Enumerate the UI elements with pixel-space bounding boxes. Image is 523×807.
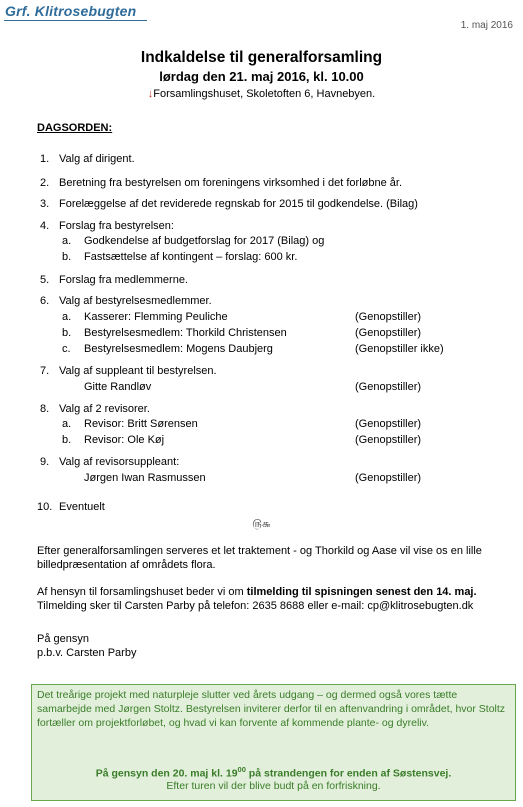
- subitem-text: Godkendelse af budgetforslag for 2017 (Bilag) og: [84, 235, 325, 247]
- nature-walk-text: Det treårige projekt med naturpleje slutter ved årets udgang – og dermed også vores tætte samarbejde med Jørgen Stoltz. Bestyrelsen inviterer derfor til en aftenvandring i området, hvor Stoltz fortæller om projektforløbet, og hvad vi kan forvente af kommende plante- og dyreliv.: [37, 689, 506, 730]
- registration-deadline: tilmelding til spisningen senest den 14. maj.: [246, 586, 477, 598]
- location-arrow-icon: ↓: [147, 88, 154, 100]
- item-text: Valg af dirigent.: [59, 153, 135, 165]
- item-number: 2.: [40, 177, 50, 189]
- item-text: Valg af 2 revisorer.: [59, 403, 150, 415]
- letter-date: 1. maj 2016: [460, 20, 513, 31]
- item-number: 3.: [40, 198, 50, 210]
- closing-greeting: [37, 632, 517, 660]
- agenda-heading: DAGSORDEN:: [37, 122, 113, 134]
- candidate-status: (Genopstiller ikke): [355, 343, 444, 355]
- signature: p.b.v. Carsten Parby: [37, 647, 137, 659]
- candidate-name: Gitte Randløv: [84, 381, 152, 393]
- nature-walk-meeting: [32, 763, 515, 781]
- subitem-text: Bestyrelsesmedlem: Mogens Daubjerg: [84, 343, 273, 355]
- ornament-divider: ௫௬: [252, 518, 271, 530]
- refreshment-note: Efter turen vil der blive budt på en forfriskning.: [166, 780, 381, 792]
- subitem-text: Kasserer: Flemming Peuliche: [84, 311, 228, 323]
- item-number: 5.: [40, 274, 50, 286]
- item-number: 10.: [37, 501, 53, 513]
- subitem-letter: a.: [62, 235, 72, 247]
- candidate-status: (Genopstiller): [355, 472, 422, 484]
- item-number: 1.: [40, 153, 50, 165]
- item-text: Forslag fra medlemmerne.: [59, 274, 188, 286]
- brand-underline: [4, 20, 147, 21]
- item-number: 9.: [40, 456, 50, 468]
- item-text: Valg af suppleant til bestyrelsen.: [59, 365, 217, 377]
- subitem-letter: a.: [62, 311, 72, 323]
- item-text: Forslag fra bestyrelsen:: [59, 220, 174, 232]
- subitem-text: Bestyrelsesmedlem: Thorkild Christensen: [84, 327, 287, 339]
- item-number: 8.: [40, 403, 50, 415]
- candidate-status: (Genopstiller): [355, 381, 422, 393]
- association-name: Grf. Klitrosebugten: [5, 3, 137, 19]
- subitem-letter: b.: [62, 251, 72, 263]
- subitem-text: Revisor: Britt Sørensen: [84, 418, 198, 430]
- subitem-letter: a.: [62, 418, 72, 430]
- meeting-time-minutes: 00: [237, 765, 246, 774]
- candidate-status: (Genopstiller): [355, 418, 422, 430]
- page-header: [4, 3, 517, 31]
- candidate-status: (Genopstiller): [355, 434, 422, 446]
- registration-paragraph: [37, 585, 517, 613]
- subitem-text: Fastsættelse af kontingent – forslag: 600 kr.: [84, 251, 298, 263]
- title-block: [0, 48, 523, 101]
- nature-walk-notice: [31, 684, 516, 801]
- document-title: Indkaldelse til generalforsamling: [140, 49, 383, 66]
- item-number: 7.: [40, 365, 50, 377]
- item-text: Beretning fra bestyrelsen om foreningens virksomhed i det forløbne år.: [59, 177, 403, 189]
- meeting-datetime: lørdag den 21. maj 2016, kl. 10.00: [159, 69, 364, 84]
- registration-intro: Af hensyn til forsamlingshuset beder vi om: [37, 586, 247, 598]
- meeting-place: på strandengen for enden af Søstensvej.: [245, 767, 452, 780]
- reception-paragraph: Efter generalforsamlingen serveres et let traktement - og Thorkild og Aase vil vise os en lille billedpræsentation af områdets flora.: [37, 545, 482, 571]
- location-text: Forsamlingshuset, Skoletoften 6, Havnebyen.: [153, 88, 376, 100]
- item-text: Valg af bestyrelsesmedlemmer.: [59, 295, 212, 307]
- subitem-letter: b.: [62, 434, 72, 446]
- item-number: 6.: [40, 295, 50, 307]
- subitem-letter: c.: [62, 343, 71, 355]
- candidate-name: Jørgen Iwan Rasmussen: [84, 472, 206, 484]
- meeting-time-prefix: På gensyn den 20. maj kl. 19: [95, 767, 238, 780]
- meeting-location: [0, 87, 523, 101]
- candidate-status: (Genopstiller): [355, 327, 422, 339]
- candidate-status: (Genopstiller): [355, 311, 422, 323]
- greeting-text: På gensyn: [37, 633, 89, 645]
- registration-contact: Tilmelding sker til Carsten Parby på telefon: 2635 8688 eller e-mail: cp@klitrosebugten.dk: [37, 600, 474, 612]
- item-text: Eventuelt: [59, 501, 105, 513]
- item-number: 4.: [40, 220, 50, 232]
- item-text: Valg af revisorsuppleant:: [59, 456, 180, 468]
- subitem-letter: b.: [62, 327, 72, 339]
- item-text: Forelæggelse af det reviderede regnskab for 2015 til godkendelse. (Bilag): [59, 198, 418, 210]
- subitem-text: Revisor: Ole Køj: [84, 434, 165, 446]
